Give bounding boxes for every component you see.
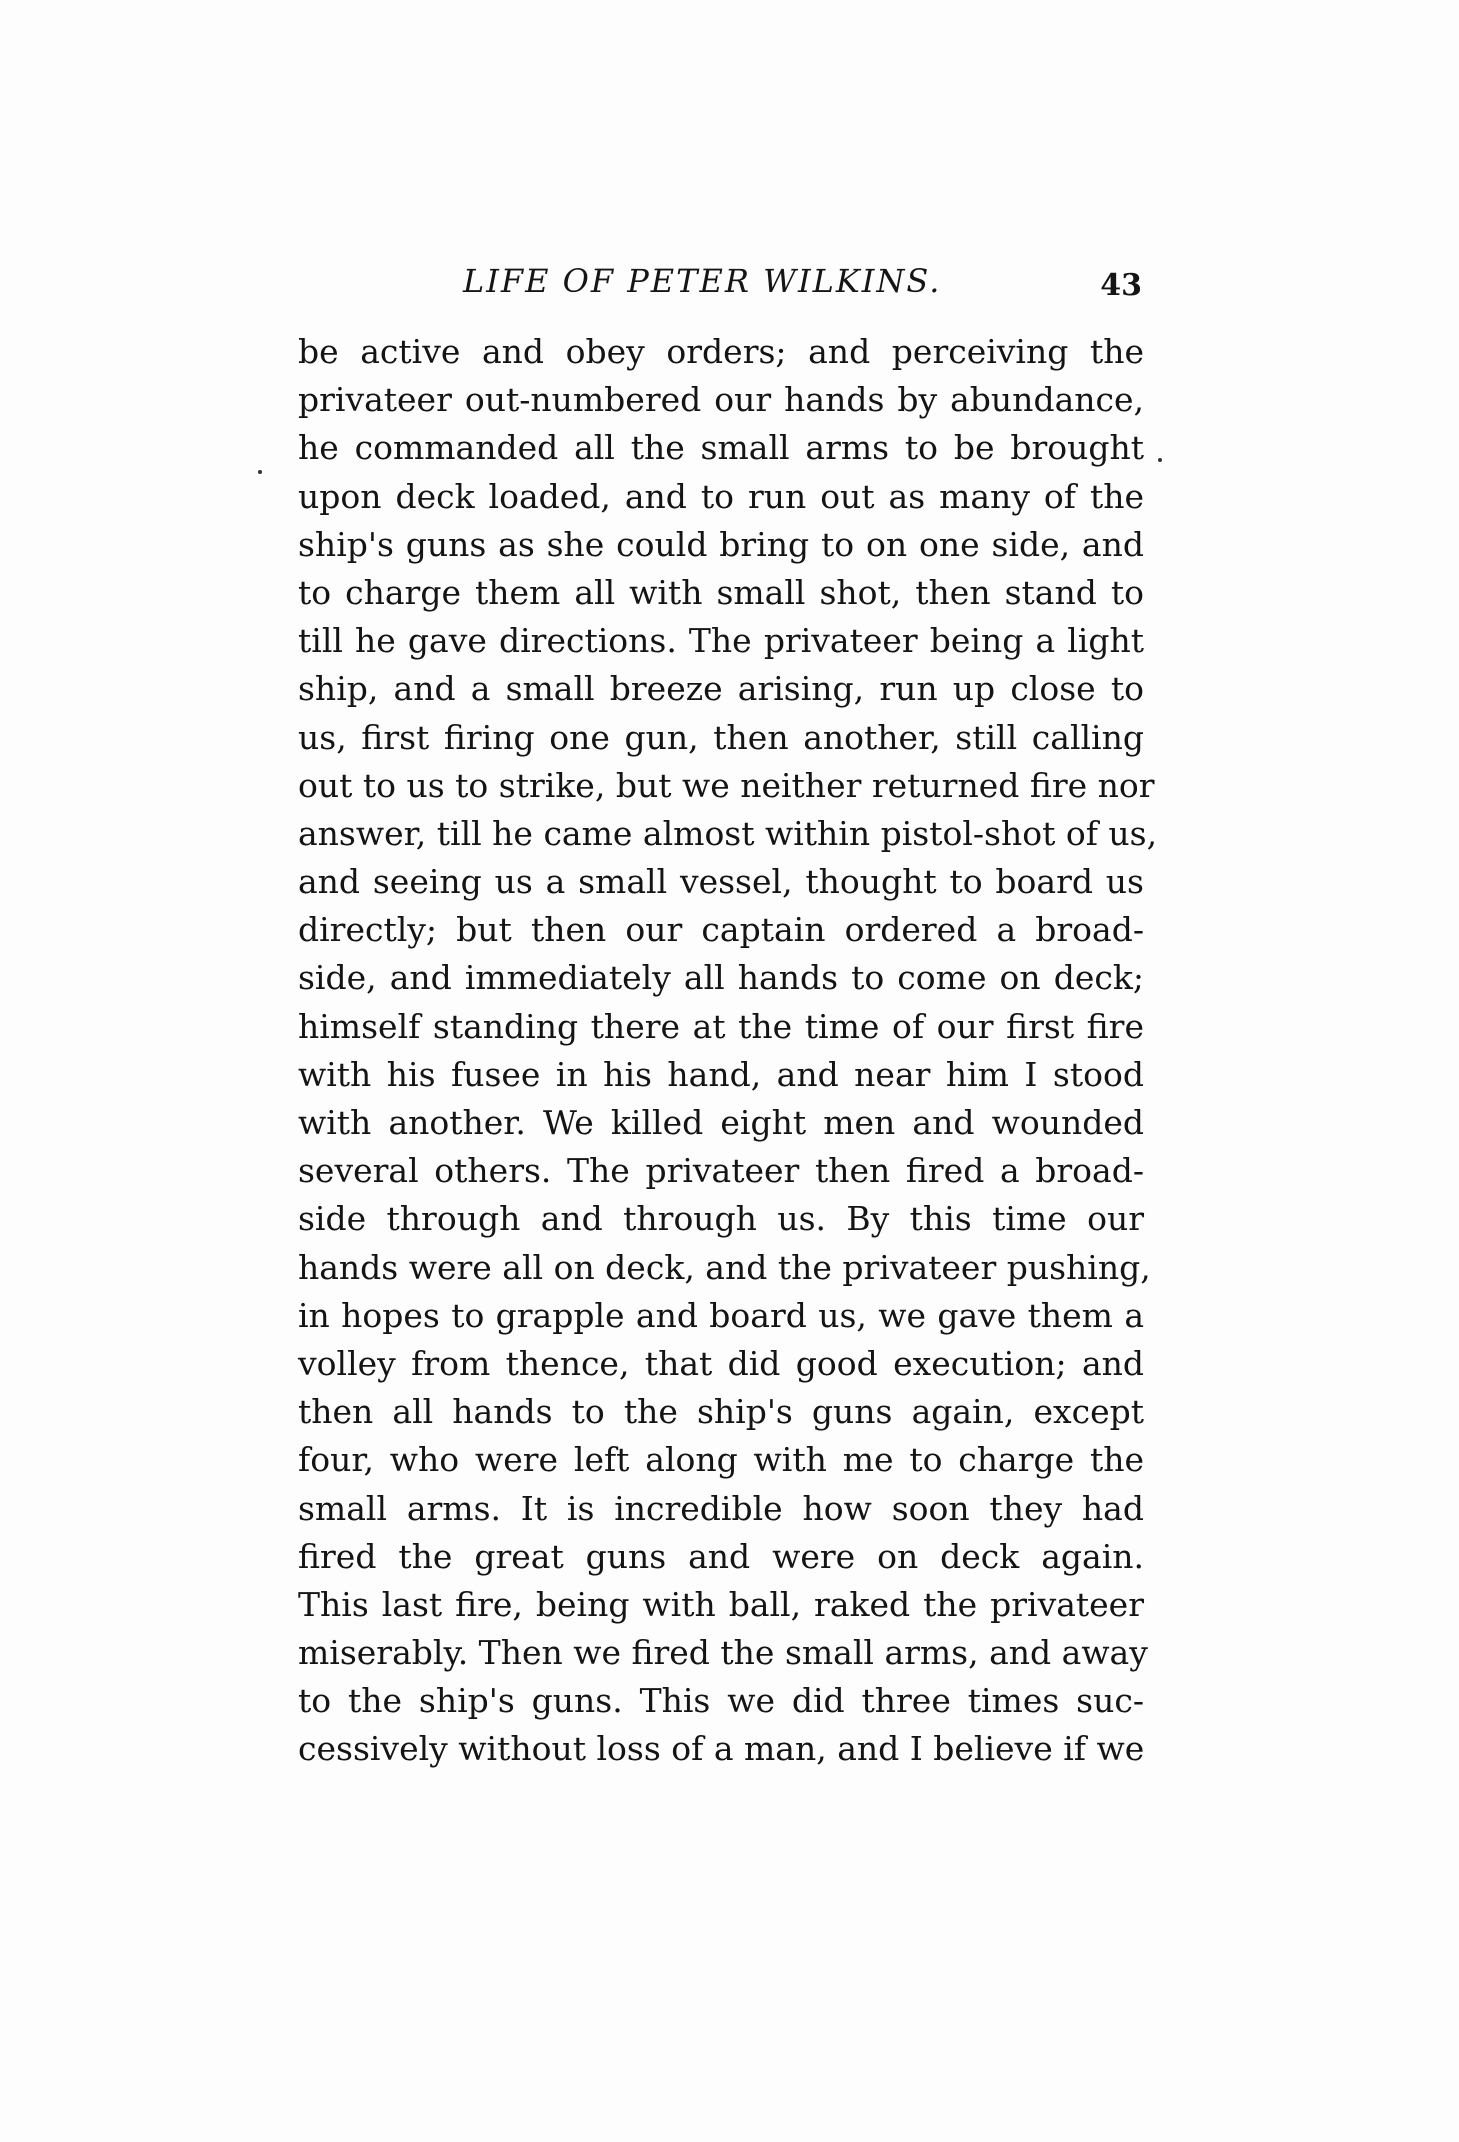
text-line: side, and immediately all hands to come on deck; — [298, 958, 1144, 998]
text-line: he commanded all the small arms to be brought — [298, 428, 1144, 468]
text-line: side through and through us. By this time our — [298, 1199, 1144, 1239]
text-line: with another. We killed eight men and wounded — [298, 1103, 1144, 1142]
text-line: answer, till he came almost within pistol-shot of us, — [298, 813, 1158, 853]
text-line: This last fire, being with ball, raked the privateer — [298, 1584, 1144, 1624]
text-line: ship, and a small breeze arising, run up close to — [298, 669, 1144, 709]
text-line: directly; but then our captain ordered a broad- — [298, 910, 1144, 950]
text-line: till he gave directions. The privateer being a light — [298, 621, 1144, 661]
running-head — [298, 262, 1144, 312]
text-line: ship's guns as she could bring to on one side, and — [298, 524, 1144, 564]
text-line: himself standing there at the time of our first fire — [298, 1006, 1144, 1046]
page-number: 43 — [1100, 268, 1142, 303]
text-line: out to us to strike, but we neither returned fire nor — [298, 765, 1155, 805]
body-text — [298, 328, 1158, 1774]
text-line: cessively without loss of a man, and I believe if we — [298, 1729, 1145, 1769]
text-line: be active and obey orders; and perceiving the — [298, 332, 1144, 371]
text-line: to the ship's guns. This we did three times suc- — [298, 1681, 1144, 1721]
text-line: volley from thence, that did good execution; and — [298, 1343, 1144, 1383]
text-line: fired the great guns and were on deck again. — [298, 1536, 1144, 1576]
text-line: in hopes to grapple and board us, we gave them a — [298, 1295, 1144, 1335]
text-line: upon deck loaded, and to run out as many of the — [298, 476, 1144, 516]
text-line: hands were all on deck, and the privateer pushing, — [298, 1247, 1151, 1287]
print-speck — [258, 470, 262, 474]
text-line: miserably. Then we fired the small arms, and away — [298, 1633, 1148, 1673]
text-line: to charge them all with small shot, then stand to — [298, 572, 1144, 612]
text-line: and seeing us a small vessel, thought to board us — [298, 862, 1144, 902]
text-line: then all hands to the ship's guns again, except — [298, 1392, 1144, 1432]
text-line: with his fusee in his hand, and near him I stood — [298, 1054, 1144, 1094]
print-speck — [1158, 458, 1162, 462]
text-line: small arms. It is incredible how soon they had — [298, 1488, 1144, 1528]
text-line: privateer out-numbered our hands by abundance, — [298, 380, 1144, 420]
running-title: LIFE OF PETER WILKINS. — [463, 262, 942, 300]
text-line: four, who were left along with me to charge the — [298, 1440, 1144, 1480]
text-line: several others. The privateer then fired a broad- — [298, 1151, 1144, 1191]
text-line: us, first firing one gun, then another, still calling — [298, 717, 1144, 757]
